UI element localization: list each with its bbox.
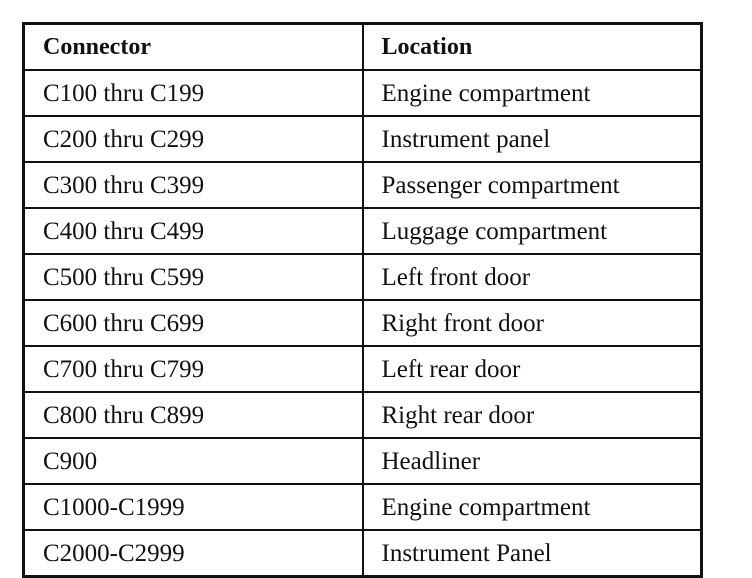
connector-cell: C1000-C1999 (24, 484, 363, 530)
connector-location-table (22, 22, 703, 578)
connector-cell: C2000-C2999 (24, 530, 363, 577)
table-row (24, 438, 702, 484)
table-row (24, 116, 702, 162)
location-cell: Passenger compartment (363, 162, 702, 208)
location-cell: Right front door (363, 300, 702, 346)
table-row (24, 162, 702, 208)
table-row (24, 300, 702, 346)
table-row (24, 70, 702, 116)
location-cell: Right rear door (363, 392, 702, 438)
location-cell: Luggage compartment (363, 208, 702, 254)
location-cell: Engine compartment (363, 484, 702, 530)
connector-cell: C100 thru C199 (24, 70, 363, 116)
connector-cell: C500 thru C599 (24, 254, 363, 300)
table-row (24, 484, 702, 530)
column-header-connector: Connector (24, 24, 363, 71)
connector-cell: C700 thru C799 (24, 346, 363, 392)
location-cell: Left rear door (363, 346, 702, 392)
connector-cell: C900 (24, 438, 363, 484)
connector-cell: C200 thru C299 (24, 116, 363, 162)
table-row (24, 254, 702, 300)
connector-cell: C800 thru C899 (24, 392, 363, 438)
table-row (24, 208, 702, 254)
column-header-location: Location (363, 24, 702, 71)
location-cell: Headliner (363, 438, 702, 484)
table-header-row (24, 24, 702, 71)
connector-cell: C400 thru C499 (24, 208, 363, 254)
location-cell: Engine compartment (363, 70, 702, 116)
connector-cell: C600 thru C699 (24, 300, 363, 346)
location-cell: Left front door (363, 254, 702, 300)
table-row (24, 392, 702, 438)
location-cell: Instrument Panel (363, 530, 702, 577)
connector-cell: C300 thru C399 (24, 162, 363, 208)
table-row (24, 346, 702, 392)
table-row (24, 530, 702, 577)
location-cell: Instrument panel (363, 116, 702, 162)
